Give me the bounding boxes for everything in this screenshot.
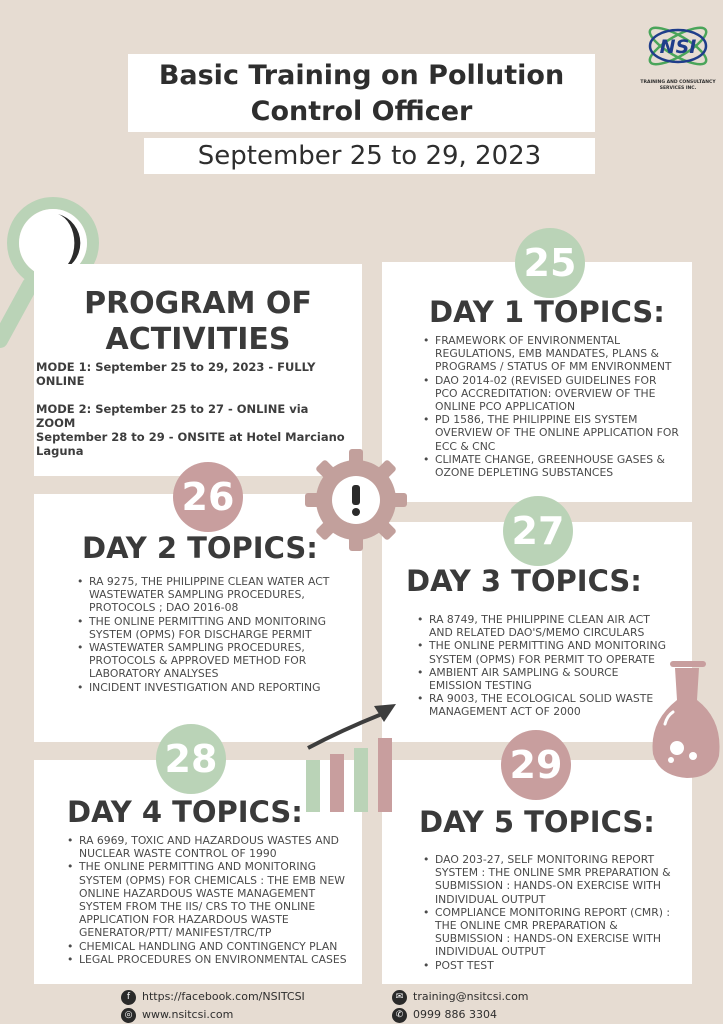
list-item: • RA 9275, THE PHILIPPINE CLEAN WATER ACT WASTEWATER SAMPLING PROCEDURES, PROTOCOLS ; DAO 2016-08 — [77, 575, 339, 615]
mode2-line: ZOOM — [36, 416, 76, 430]
list-item: • CLIMATE CHANGE, GREENHOUSE GASES & OZONE DEPLETING SUBSTANCES — [423, 453, 679, 479]
mode2-line: MODE 2: September 25 to 27 - ONLINE via — [36, 402, 309, 416]
facebook-link[interactable]: f https://facebook.com/NSITCSI — [121, 989, 305, 1005]
program-title: PROGRAM OF ACTIVITIES — [84, 286, 312, 357]
phone-link[interactable]: ✆ 0999 886 3304 — [392, 1007, 497, 1023]
list-item: • FRAMEWORK OF ENVIRONMENTAL REGULATIONS, EMB MANDATES, PLANS & PROGRAMS / STATUS OF MM ENVIRONMENT — [423, 334, 679, 374]
website-link[interactable]: ◎ www.nsitcsi.com — [121, 1007, 233, 1023]
day3-title: DAY 3 TOPICS: — [406, 564, 642, 598]
phone-icon: ✆ — [392, 1008, 407, 1023]
globe-icon: ◎ — [121, 1008, 136, 1023]
day5-title: DAY 5 TOPICS: — [419, 805, 655, 839]
day2-number-badge: 26 — [173, 462, 243, 532]
flask-icon — [647, 660, 723, 784]
email-link[interactable]: ✉ training@nsitcsi.com — [392, 989, 529, 1005]
list-item: • RA 6969, TOXIC AND HAZARDOUS WASTES AND NUCLEAR WASTE CONTROL OF 1990 — [67, 834, 349, 860]
mode1-line: MODE 1: September 25 to 29, 2023 - FULLY — [36, 360, 316, 374]
email-icon: ✉ — [392, 990, 407, 1005]
list-item: • LEGAL PROCEDURES ON ENVIRONMENTAL CASES — [67, 953, 349, 966]
list-item: • COMPLIANCE MONITORING REPORT (CMR) : THE ONLINE CMR PREPARATION & SUBMISSION : HANDS-ON EXERCISE WITH INDIVIDUAL OUTPUT — [423, 906, 675, 959]
day3-topics — [417, 613, 671, 719]
list-item: • THE ONLINE PERMITTING AND MONITORING SYSTEM (OPMS) FOR PERMIT TO OPERATE — [417, 639, 671, 665]
mode1-line: ONLINE — [36, 374, 85, 388]
day2-title: DAY 2 TOPICS: — [82, 531, 318, 565]
list-item: • POST TEST — [423, 959, 675, 972]
list-item: • PD 1586, THE PHILIPPINE EIS SYSTEM OVERVIEW OF THE ONLINE APPLICATION FOR ECC & CNC — [423, 413, 679, 453]
list-item: • AMBIENT AIR SAMPLING & SOURCE EMISSION TESTING — [417, 666, 671, 692]
day4-number-badge: 28 — [156, 724, 226, 794]
logo-subtitle: TRAINING AND CONSULTANCY SERVICES INC. — [640, 80, 716, 91]
list-item: • INCIDENT INVESTIGATION AND REPORTING — [77, 681, 339, 694]
list-item: • DAO 2014-02 (REVISED GUIDELINES FOR PCO ACCREDITATION: OVERVIEW OF THE ONLINE PCO APPLICATION — [423, 374, 679, 414]
program-modes — [36, 360, 362, 458]
day3-number-badge: 27 — [503, 496, 573, 566]
growth-chart-icon — [302, 700, 400, 816]
list-item: • CHEMICAL HANDLING AND CONTINGENCY PLAN — [67, 940, 349, 953]
gear-exclamation-icon — [303, 447, 409, 553]
day5-topics — [423, 853, 675, 972]
list-item: • DAO 203-27, SELF MONITORING REPORT SYSTEM : THE ONLINE SMR PREPARATION & SUBMISSION : HANDS-ON EXERCISE WITH INDIVIDUAL OUTPUT — [423, 853, 675, 906]
day1-number-badge: 25 — [515, 228, 585, 298]
day4-topics — [67, 834, 349, 966]
day1-title: DAY 1 TOPICS: — [429, 295, 665, 329]
list-item: • RA 8749, THE PHILIPPINE CLEAN AIR ACT AND RELATED DAO'S/MEMO CIRCULARS — [417, 613, 671, 639]
facebook-icon: f — [121, 990, 136, 1005]
mode2-line: September 28 to 29 - ONSITE at Hotel Marciano — [36, 430, 345, 444]
list-item: • THE ONLINE PERMITTING AND MONITORING SYSTEM (OPMS) FOR CHEMICALS : THE EMB NEW ONLINE HAZARDOUS WASTE MANAGEMENT SYSTEM FROM THE IIS/ CRS TO THE ONLINE APPLICATION FOR HAZARDOUS WASTE GENERATOR/PTT/ MANIFEST/TRC/TP — [67, 860, 349, 939]
day4-title: DAY 4 TOPICS: — [67, 795, 303, 829]
list-item: • WASTEWATER SAMPLING PROCEDURES, PROTOCOLS & APPROVED METHOD FOR LABORATORY ANALYSES — [77, 641, 339, 681]
mode2-line: Laguna — [36, 444, 84, 458]
day5-number-badge: 29 — [501, 730, 571, 800]
list-item: • RA 9003, THE ECOLOGICAL SOLID WASTE MANAGEMENT ACT OF 2000 — [417, 692, 671, 718]
logo-initials: NSI — [659, 36, 697, 58]
page-title — [128, 54, 595, 132]
event-dates: September 25 to 29, 2023 — [144, 138, 595, 174]
list-item: • THE ONLINE PERMITTING AND MONITORING SYSTEM (OPMS) FOR DISCHARGE PERMIT — [77, 615, 339, 641]
day2-topics — [77, 575, 339, 694]
day1-topics — [423, 334, 679, 479]
title-line-2: Control Officer — [250, 96, 473, 127]
title-line-1: Basic Training on Pollution — [158, 60, 565, 91]
